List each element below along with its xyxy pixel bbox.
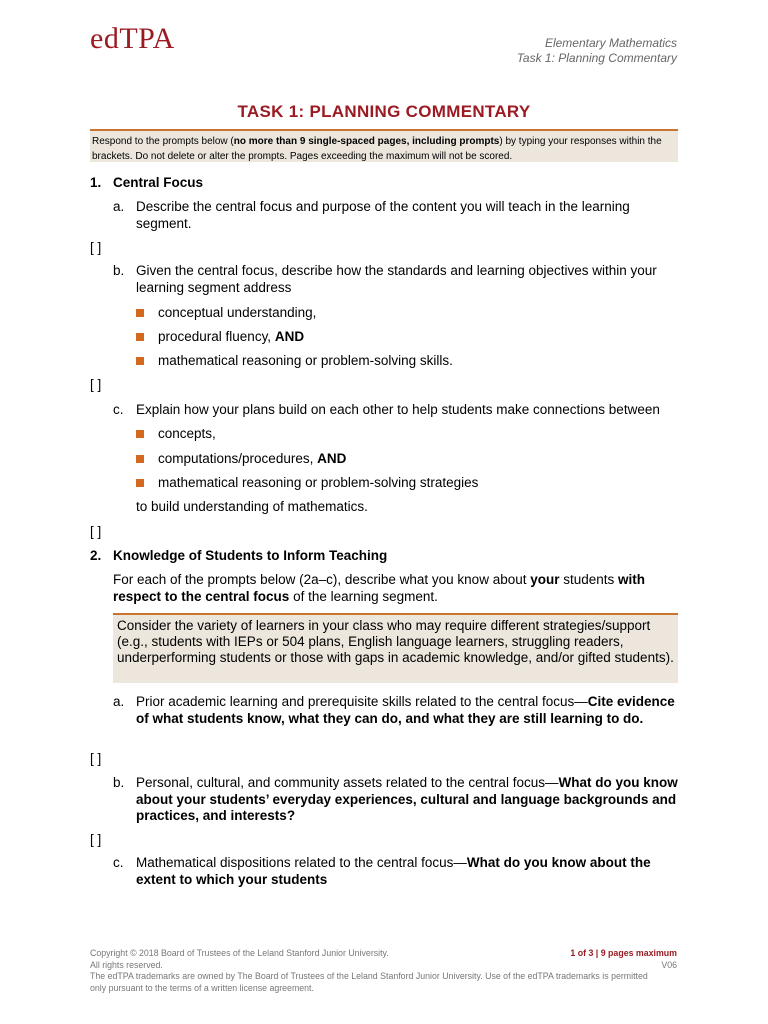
- bullet-text: mathematical reasoning or problem-solving skills.: [158, 353, 453, 368]
- prompt-text: Personal, cultural, and community assets related to the central focus—: [136, 775, 559, 790]
- bullet-text: mathematical reasoning or problem-solving strategies: [158, 475, 479, 490]
- footer-rights: All rights reserved.: [90, 959, 163, 970]
- section-title: Knowledge of Students to Inform Teaching: [113, 548, 388, 563]
- footer-page-info: [570, 948, 677, 971]
- response-bracket[interactable]: [ ]: [90, 751, 102, 766]
- running-header: [517, 36, 677, 66]
- prompt-letter: c.: [113, 402, 124, 417]
- bullet-text: procedural fluency,: [158, 329, 275, 344]
- intro-bold: your: [530, 572, 560, 587]
- section-number: 1.: [90, 175, 102, 190]
- prompt-bold: What do you know about your students’ everyday experiences, cultural and language backgrounds and practices, and interests?: [136, 775, 678, 823]
- edtpa-logo: edTPA: [90, 22, 175, 55]
- section-2-intro: [113, 572, 678, 605]
- section-title: Central Focus: [113, 175, 204, 190]
- bullet-bold: AND: [274, 329, 305, 344]
- prompt-bold: Cite evidence of what students know, what they can do, and what they are still learning to do.: [136, 694, 675, 726]
- prompt-text: Explain how your plans build on each other to help students make connections between: [136, 402, 660, 417]
- intro-text: For each of the prompts below (2a–c), describe what you know about: [113, 572, 531, 587]
- header-subject: Elementary Mathematics: [544, 36, 677, 50]
- bullet-square-icon: [136, 455, 144, 463]
- prompt-text: Describe the central focus and purpose of the content you will teach in the learning segment.: [136, 199, 630, 231]
- response-bracket[interactable]: [ ]: [90, 524, 102, 539]
- response-bracket[interactable]: [ ]: [90, 832, 102, 847]
- response-bracket[interactable]: [ ]: [90, 377, 102, 392]
- footer-trademark: The edTPA trademarks are owned by The Board of Trustees of the Leland Stanford Junior University. Use of the edTPA trademarks is permitted only pursuant to the terms of a written license agreement.: [90, 971, 648, 993]
- prompt-bold: What do you know about the extent to which your students: [136, 855, 651, 887]
- section-1-heading: [90, 175, 203, 192]
- page-count: 1 of 3 | 9 pages maximum: [570, 948, 677, 958]
- prompt-text: Mathematical dispositions related to the central focus—: [136, 855, 467, 870]
- prompt-letter: a.: [113, 694, 125, 709]
- section-2-heading: [90, 548, 387, 565]
- intro-text: of the learning segment.: [289, 588, 438, 604]
- prompt-letter: b.: [113, 775, 125, 790]
- bullet-square-icon: [136, 333, 144, 341]
- prompt-letter: a.: [113, 199, 125, 214]
- bullet-square-icon: [136, 479, 144, 487]
- instructions-prefix: Respond to the prompts below (: [92, 136, 234, 147]
- bullet-text: concepts,: [158, 426, 216, 441]
- header-task: Task 1: Planning Commentary: [516, 51, 677, 65]
- page-title: TASK 1: PLANNING COMMENTARY: [237, 102, 531, 121]
- instructions-box: [90, 129, 678, 162]
- bullet-square-icon: [136, 430, 144, 438]
- bullet-square-icon: [136, 309, 144, 317]
- prompt-text: Given the central focus, describe how the standards and learning objectives within your learning segment address: [136, 263, 657, 295]
- intro-bold: with respect to the central focus: [113, 572, 646, 604]
- prompt-text: Prior academic learning and prerequisite skills related to the central focus—: [136, 694, 588, 709]
- section-number: 2.: [90, 548, 102, 563]
- prompt-letter: b.: [113, 263, 125, 278]
- instructions-suffix: ) by typing your responses within the brackets. Do not delete or alter the prompts. Pages exceeding the maximum will not be scored.: [92, 136, 662, 162]
- version-label: V06: [661, 959, 677, 970]
- prompt-1c-continuation: to build understanding of mathematics.: [136, 499, 368, 514]
- learner-variety-note: Consider the variety of learners in your class who may require different strategies/support (e.g., students with IEPs or 504 plans, English language learners, struggling readers, underperforming students or those with gaps in academic knowledge, and/or gifted students).: [113, 613, 678, 683]
- intro-text: students: [559, 572, 619, 587]
- bullet-square-icon: [136, 357, 144, 365]
- bullet-text: computations/procedures,: [158, 451, 318, 466]
- bullet-bold: AND: [317, 451, 347, 466]
- prompt-letter: c.: [113, 855, 124, 870]
- bullet-text: conceptual understanding,: [158, 305, 317, 320]
- instructions-bold: no more than 9 single-spaced pages, including prompts: [233, 136, 500, 147]
- response-bracket[interactable]: [ ]: [90, 240, 102, 255]
- footer-copyright: Copyright © 2018 Board of Trustees of the Leland Stanford Junior University.: [90, 948, 389, 958]
